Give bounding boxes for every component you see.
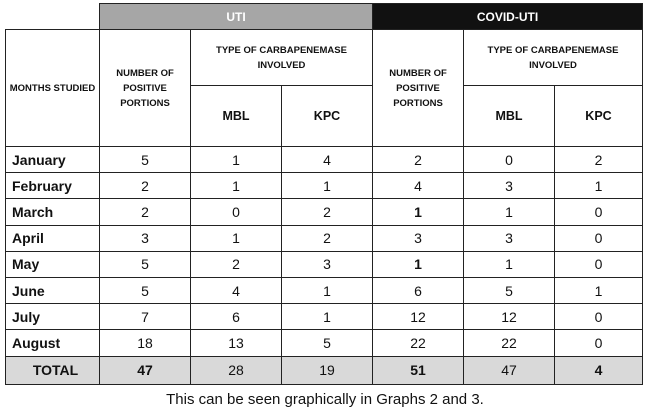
covid-mbl-cell: 1 — [464, 251, 555, 277]
covid-mbl-header: MBL — [464, 86, 555, 147]
covid-kpc-cell: 1 — [555, 277, 643, 303]
covid-positive-portions-header: NUMBER OF POSITIVE PORTIONS — [373, 30, 464, 147]
uti-positive-cell: 5 — [100, 277, 191, 303]
table-row — [6, 304, 643, 330]
covid-mbl-cell: 12 — [464, 304, 555, 330]
uti-carbapenemase-type-header: TYPE OF CARBAPENEMASE INVOLVED — [191, 30, 373, 86]
covid-positive-cell: 3 — [373, 225, 464, 251]
uti-mbl-header: MBL — [191, 86, 282, 147]
uti-positive-cell: 7 — [100, 304, 191, 330]
table-row — [6, 251, 643, 277]
uti-mbl-cell: 6 — [191, 304, 282, 330]
covid-kpc-cell: 0 — [555, 330, 643, 356]
month-cell: January — [6, 147, 100, 173]
uti-positive-cell: 18 — [100, 330, 191, 356]
covid-mbl-cell: 1 — [464, 199, 555, 225]
total-covid-positive: 51 — [373, 356, 464, 384]
table-row — [6, 225, 643, 251]
covid-mbl-cell: 3 — [464, 225, 555, 251]
uti-positive-cell: 3 — [100, 225, 191, 251]
month-cell: June — [6, 277, 100, 303]
uti-group-header: UTI — [100, 4, 373, 30]
covid-kpc-cell: 1 — [555, 173, 643, 199]
covid-uti-group-header: COVID-UTI — [373, 4, 643, 30]
covid-positive-cell: 12 — [373, 304, 464, 330]
covid-kpc-cell: 0 — [555, 225, 643, 251]
covid-mbl-cell: 3 — [464, 173, 555, 199]
uti-kpc-cell: 3 — [282, 251, 373, 277]
covid-kpc-cell: 0 — [555, 304, 643, 330]
table-row — [6, 330, 643, 356]
uti-kpc-cell: 2 — [282, 225, 373, 251]
total-uti-positive: 47 — [100, 356, 191, 384]
table-row — [6, 277, 643, 303]
uti-kpc-cell: 2 — [282, 199, 373, 225]
covid-positive-cell: 22 — [373, 330, 464, 356]
table-row — [6, 173, 643, 199]
covid-mbl-cell: 0 — [464, 147, 555, 173]
uti-mbl-cell: 2 — [191, 251, 282, 277]
table-row — [6, 147, 643, 173]
total-covid-mbl: 47 — [464, 356, 555, 384]
month-cell: March — [6, 199, 100, 225]
covid-kpc-cell: 0 — [555, 199, 643, 225]
month-cell: April — [6, 225, 100, 251]
uti-mbl-cell: 0 — [191, 199, 282, 225]
covid-positive-cell: 2 — [373, 147, 464, 173]
covid-positive-cell: 1 — [373, 251, 464, 277]
uti-mbl-cell: 1 — [191, 225, 282, 251]
covid-positive-cell: 6 — [373, 277, 464, 303]
uti-positive-cell: 2 — [100, 173, 191, 199]
month-cell: February — [6, 173, 100, 199]
covid-positive-cell: 4 — [373, 173, 464, 199]
total-uti-mbl: 28 — [191, 356, 282, 384]
month-cell: July — [6, 304, 100, 330]
uti-kpc-cell: 1 — [282, 173, 373, 199]
uti-mbl-cell: 4 — [191, 277, 282, 303]
total-uti-kpc: 19 — [282, 356, 373, 384]
covid-mbl-cell: 5 — [464, 277, 555, 303]
uti-positive-cell: 5 — [100, 251, 191, 277]
uti-mbl-cell: 13 — [191, 330, 282, 356]
uti-kpc-header: KPC — [282, 86, 373, 147]
month-cell: May — [6, 251, 100, 277]
carbapenemase-table — [5, 3, 643, 385]
table-row — [6, 199, 643, 225]
uti-positive-portions-header: NUMBER OF POSITIVE PORTIONS — [100, 30, 191, 147]
covid-mbl-cell: 22 — [464, 330, 555, 356]
header-blank-cell — [6, 4, 100, 30]
uti-positive-cell: 2 — [100, 199, 191, 225]
uti-positive-cell: 5 — [100, 147, 191, 173]
covid-kpc-header: KPC — [555, 86, 643, 147]
table-caption: This can be seen graphically in Graphs 2 and 3. — [166, 391, 484, 408]
uti-kpc-cell: 1 — [282, 277, 373, 303]
total-label: TOTAL — [6, 356, 100, 384]
uti-kpc-cell: 1 — [282, 304, 373, 330]
uti-mbl-cell: 1 — [191, 147, 282, 173]
covid-kpc-cell: 0 — [555, 251, 643, 277]
uti-mbl-cell: 1 — [191, 173, 282, 199]
total-covid-kpc: 4 — [555, 356, 643, 384]
month-cell: August — [6, 330, 100, 356]
uti-kpc-cell: 4 — [282, 147, 373, 173]
covid-kpc-cell: 2 — [555, 147, 643, 173]
uti-kpc-cell: 5 — [282, 330, 373, 356]
total-row — [6, 356, 643, 384]
covid-carbapenemase-type-header: TYPE OF CARBAPENEMASE INVOLVED — [464, 30, 643, 86]
months-studied-header: MONTHS STUDIED — [6, 30, 100, 147]
covid-positive-cell: 1 — [373, 199, 464, 225]
